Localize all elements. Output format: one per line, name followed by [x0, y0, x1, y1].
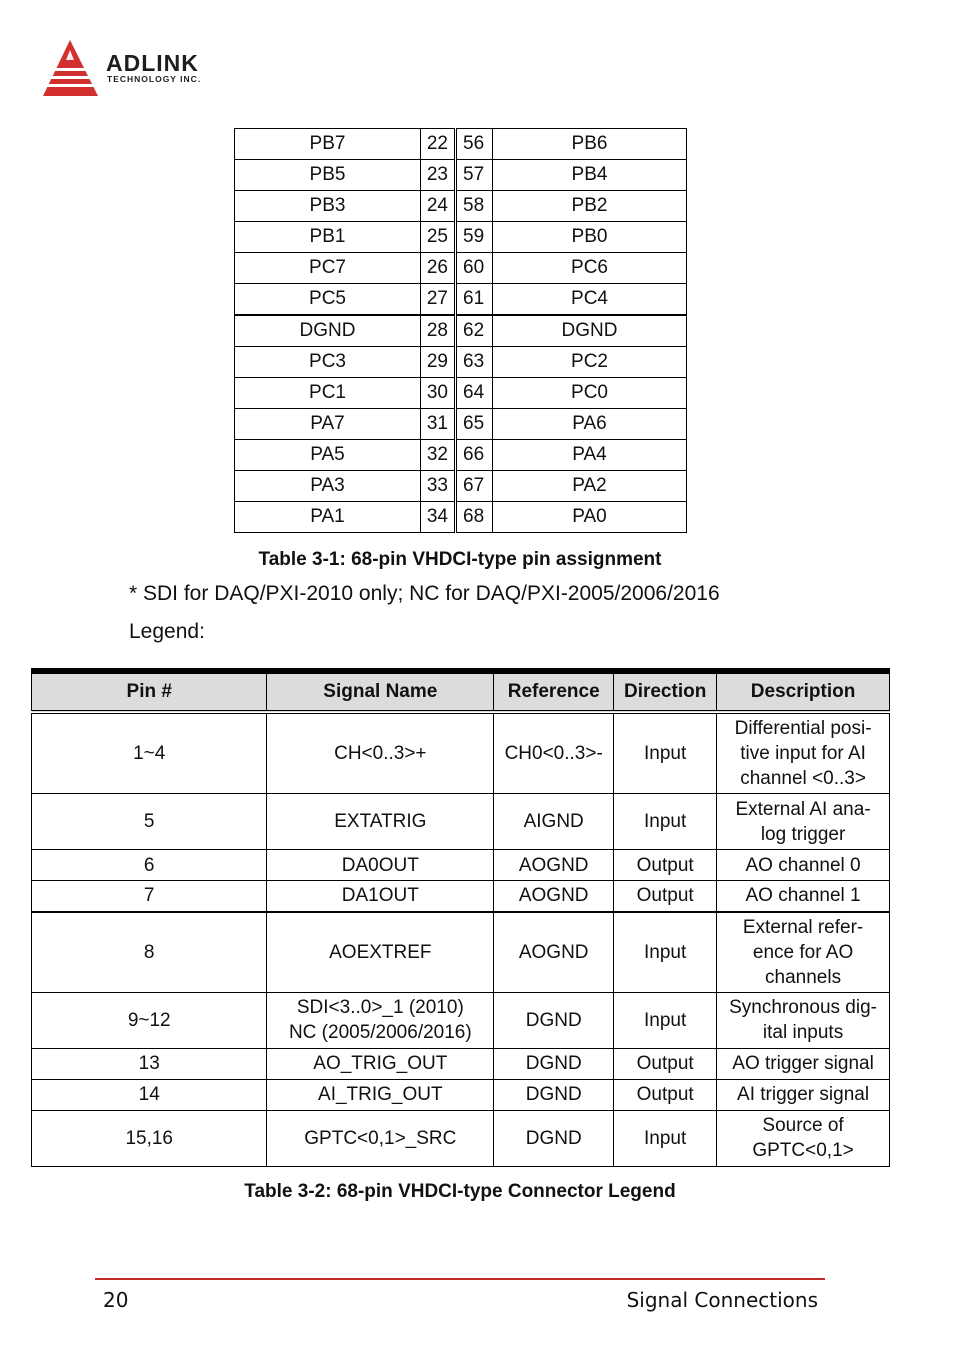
cell-signal-name	[267, 1048, 494, 1079]
cell-description	[717, 881, 890, 912]
pin-signal-left: PC1	[235, 378, 421, 409]
pin-number-right: 64	[456, 378, 493, 409]
pin-number-left: 34	[421, 502, 456, 533]
header-pin: Pin #	[32, 671, 267, 712]
brand-subtitle: TECHNOLOGY INC.	[107, 74, 202, 84]
legend-row	[32, 992, 890, 1048]
pin-signal-left: PA5	[235, 440, 421, 471]
pin-number-right: 66	[456, 440, 493, 471]
cell-description-line: channel <0..3>	[740, 768, 866, 789]
cell-reference: AIGND	[494, 794, 614, 850]
pin-row	[235, 160, 687, 191]
cell-description	[717, 712, 890, 794]
pin-number-left: 28	[421, 315, 456, 347]
pin-signal-left: PB1	[235, 222, 421, 253]
cell-pin: 15,16	[32, 1110, 267, 1166]
cell-pin: 7	[32, 881, 267, 912]
legend-header-row	[32, 671, 890, 712]
pin-signal-left: PA1	[235, 502, 421, 533]
pin-signal-left: PC5	[235, 284, 421, 316]
cell-signal-name	[267, 712, 494, 794]
cell-direction: Output	[614, 1048, 717, 1079]
header-signal-name: Signal Name	[267, 671, 494, 712]
cell-reference: DGND	[494, 1048, 614, 1079]
sdi-note: * SDI for DAQ/PXI-2010 only; NC for DAQ/PXI-2005/2006/2016	[129, 582, 720, 605]
cell-description-line: AO channel 0	[745, 854, 861, 876]
pin-row	[235, 191, 687, 222]
cell-signal-name-line: SDI<3..0>_1 (2010)	[296, 997, 464, 1018]
pin-row	[235, 440, 687, 471]
pin-number-left: 26	[421, 253, 456, 284]
pin-row	[235, 315, 687, 347]
cell-signal-name-line: AI_TRIG_OUT	[318, 1084, 443, 1105]
cell-description	[717, 1048, 890, 1079]
pin-signal-left: PA3	[235, 471, 421, 502]
pin-number-left: 30	[421, 378, 456, 409]
pin-signal-left: PA7	[235, 409, 421, 440]
adlink-triangle-icon	[40, 38, 104, 100]
cell-description-line: ence for AO	[752, 941, 854, 963]
pin-number-right: 59	[456, 222, 493, 253]
cell-signal-name	[267, 881, 494, 912]
cell-signal-name-line: AOEXTREF	[329, 941, 432, 963]
legend-row	[32, 794, 890, 850]
cell-pin: 9~12	[32, 992, 267, 1048]
pin-row	[235, 378, 687, 409]
pin-number-left: 24	[421, 191, 456, 222]
cell-description-line: AI trigger signal	[737, 1084, 870, 1105]
pin-number-right: 68	[456, 502, 493, 533]
pin-number-right: 62	[456, 315, 493, 347]
cell-direction: Input	[614, 912, 717, 993]
legend-row	[32, 1110, 890, 1166]
cell-description-line: Synchronous dig-	[729, 997, 877, 1018]
cell-signal-name-line: DA1OUT	[341, 885, 419, 907]
cell-pin: 1~4	[32, 712, 267, 794]
legend-row	[32, 712, 890, 794]
cell-description-line: channels	[765, 966, 842, 988]
cell-description-line: Differential posi-	[734, 718, 872, 739]
pin-number-left: 22	[421, 129, 456, 160]
cell-signal-name	[267, 794, 494, 850]
cell-description-line: log trigger	[760, 823, 846, 845]
cell-description	[717, 1110, 890, 1166]
cell-reference: AOGND	[494, 850, 614, 881]
cell-description-line: tive input for AI	[740, 743, 866, 764]
legend-row	[32, 881, 890, 912]
cell-description	[717, 850, 890, 881]
cell-direction: Input	[614, 992, 717, 1048]
cell-description-line: External refer-	[742, 916, 864, 938]
pin-number-left: 29	[421, 347, 456, 378]
pin-number-left: 27	[421, 284, 456, 316]
cell-direction: Input	[614, 794, 717, 850]
cell-pin: 13	[32, 1048, 267, 1079]
cell-signal-name	[267, 1079, 494, 1110]
cell-description-line: AO channel 1	[745, 885, 861, 907]
footer-rule	[95, 1278, 825, 1280]
cell-direction: Input	[614, 712, 717, 794]
cell-signal-name	[267, 912, 494, 993]
pin-signal-right: PC0	[493, 378, 687, 409]
pin-signal-left: PB7	[235, 129, 421, 160]
pin-signal-right: PA6	[493, 409, 687, 440]
cell-description-line: ital inputs	[762, 1022, 844, 1043]
pin-number-right: 61	[456, 284, 493, 316]
pin-signal-left: DGND	[235, 315, 421, 347]
cell-description-line: GPTC<0,1>	[752, 1140, 854, 1161]
pin-number-right: 56	[456, 129, 493, 160]
adlink-logo	[40, 38, 240, 102]
cell-description-line: AO trigger signal	[732, 1053, 874, 1074]
legend-row	[32, 850, 890, 881]
pin-number-right: 57	[456, 160, 493, 191]
cell-reference: CH0<0..3>-	[494, 712, 614, 794]
header-direction: Direction	[614, 671, 717, 712]
header-description: Description	[717, 671, 890, 712]
cell-pin: 8	[32, 912, 267, 993]
cell-signal-name	[267, 850, 494, 881]
pin-number-left: 25	[421, 222, 456, 253]
cell-signal-name-line: DA0OUT	[341, 854, 419, 876]
pin-signal-right: PC6	[493, 253, 687, 284]
pin-number-left: 31	[421, 409, 456, 440]
cell-signal-name-line: NC (2005/2006/2016)	[288, 1022, 472, 1043]
pin-number-left: 33	[421, 471, 456, 502]
cell-pin: 14	[32, 1079, 267, 1110]
cell-direction: Output	[614, 1079, 717, 1110]
pin-signal-right: DGND	[493, 315, 687, 347]
cell-reference: DGND	[494, 992, 614, 1048]
pin-signal-right: PC4	[493, 284, 687, 316]
section-title: Signal Connections	[626, 1288, 818, 1312]
pin-signal-left: PB3	[235, 191, 421, 222]
pin-number-right: 65	[456, 409, 493, 440]
pin-table-caption: Table 3-1: 68-pin VHDCI-type pin assignment	[258, 549, 662, 570]
cell-signal-name	[267, 992, 494, 1048]
cell-direction: Output	[614, 881, 717, 912]
pin-signal-left: PC3	[235, 347, 421, 378]
pin-number-right: 63	[456, 347, 493, 378]
cell-description-line: External AI ana-	[735, 798, 871, 820]
legend-row	[32, 912, 890, 993]
cell-description	[717, 992, 890, 1048]
pin-row	[235, 284, 687, 316]
cell-signal-name-line: AO_TRIG_OUT	[313, 1053, 448, 1074]
pin-signal-right: PB2	[493, 191, 687, 222]
cell-reference: AOGND	[494, 912, 614, 993]
pin-signal-left: PB5	[235, 160, 421, 191]
cell-description	[717, 1079, 890, 1110]
legend-row	[32, 1048, 890, 1079]
cell-signal-name	[267, 1110, 494, 1166]
pin-signal-right: PB0	[493, 222, 687, 253]
cell-signal-name-line: GPTC<0,1>_SRC	[304, 1127, 457, 1149]
cell-signal-name-line: EXTATRIG	[334, 811, 427, 832]
cell-direction: Input	[614, 1110, 717, 1166]
cell-description	[717, 912, 890, 993]
pin-number-right: 67	[456, 471, 493, 502]
pin-signal-right: PA0	[493, 502, 687, 533]
cell-reference: DGND	[494, 1110, 614, 1166]
cell-signal-name-line: CH<0..3>+	[334, 743, 427, 764]
legend-table-caption: Table 3-2: 68-pin VHDCI-type Connector Legend	[244, 1181, 676, 1202]
pin-row	[235, 222, 687, 253]
pin-signal-right: PC2	[493, 347, 687, 378]
header-reference: Reference	[494, 671, 614, 712]
page-number: 20	[103, 1288, 129, 1312]
pin-row	[235, 471, 687, 502]
pin-signal-right: PA4	[493, 440, 687, 471]
connector-legend-table	[31, 668, 890, 1167]
cell-reference: AOGND	[494, 881, 614, 912]
cell-pin: 6	[32, 850, 267, 881]
pin-assignment-table	[234, 128, 687, 533]
pin-signal-right: PB4	[493, 160, 687, 191]
brand-name: ADLINK	[106, 50, 199, 76]
legend-label: Legend:	[129, 620, 205, 643]
pin-row	[235, 409, 687, 440]
pin-number-left: 23	[421, 160, 456, 191]
pin-number-right: 58	[456, 191, 493, 222]
pin-row	[235, 129, 687, 160]
cell-description	[717, 794, 890, 850]
cell-direction: Output	[614, 850, 717, 881]
cell-pin: 5	[32, 794, 267, 850]
legend-row	[32, 1079, 890, 1110]
pin-row	[235, 253, 687, 284]
pin-number-left: 32	[421, 440, 456, 471]
cell-description-line: Source of	[762, 1115, 844, 1136]
pin-row	[235, 347, 687, 378]
pin-signal-right: PB6	[493, 129, 687, 160]
pin-row	[235, 502, 687, 533]
cell-reference: DGND	[494, 1079, 614, 1110]
pin-signal-right: PA2	[493, 471, 687, 502]
pin-number-right: 60	[456, 253, 493, 284]
pin-signal-left: PC7	[235, 253, 421, 284]
